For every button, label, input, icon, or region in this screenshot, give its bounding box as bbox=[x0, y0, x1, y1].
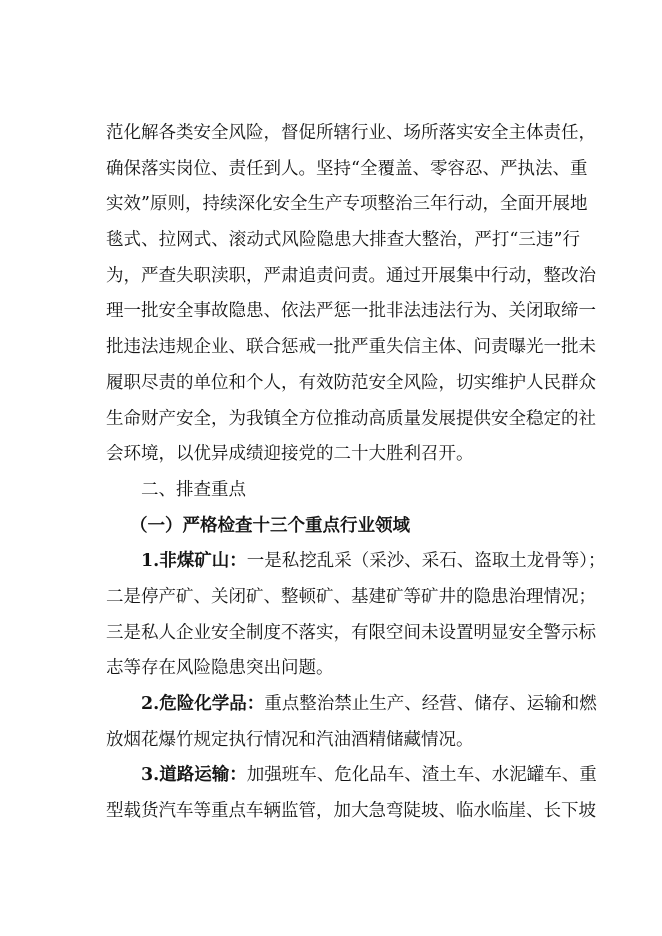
section-heading: 二、排查重点 bbox=[141, 479, 246, 500]
paragraph-line: 会环境，以优异成绩迎接党的二十大胜利召开。 bbox=[106, 444, 474, 465]
item-text: 一是私挖乱采（采沙、采石、盗取土龙骨等）； bbox=[246, 551, 606, 572]
item-term: 1.非煤矿山： bbox=[141, 551, 247, 572]
paragraph-line: 为，严查失职渎职，严肃追责问责。通过开展集中行动，整改治 bbox=[106, 265, 596, 286]
paragraph-line: 二是停产矿、关闭矿、整顿矿、基建矿等矿井的隐患治理情况； bbox=[106, 586, 596, 607]
paragraph-line: 毯式、拉网式、滚动式风险隐患大排查大整治，严打“三违”行 bbox=[106, 230, 580, 251]
paragraph-line: 批违法违规企业、联合惩戒一批严重失信主体、问责曝光一批未 bbox=[106, 337, 596, 358]
item-first-line bbox=[106, 758, 597, 794]
paragraph-line: 范化解各类安全风险，督促所辖行业、场所落实安全主体责任， bbox=[106, 123, 596, 143]
item-text: 重点整治禁止生产、经营、储存、运输和燃 bbox=[264, 694, 597, 714]
item-first-line bbox=[106, 544, 606, 580]
item-term: 2.危险化学品： bbox=[141, 694, 265, 714]
item-road-transport bbox=[106, 758, 597, 829]
paragraph-line: 确保落实岗位、责任到人。坚持“全覆盖、零容忍、严执法、重 bbox=[106, 158, 588, 179]
paragraph-line: 志等存在风险隐患突出问题。 bbox=[106, 658, 334, 679]
intro-paragraph bbox=[106, 116, 596, 473]
item-non-coal-mines bbox=[106, 544, 606, 687]
item-hazardous-chemicals bbox=[106, 687, 597, 758]
paragraph-line: 理一批安全事故隐患、依法严惩一批非法违法行为、关闭取缔一 bbox=[106, 301, 596, 322]
paragraph-line: 型载货汽车等重点车辆监管，加大急弯陡坡、临水临崖、长下坡 bbox=[106, 801, 596, 822]
subsection-heading: （一）严格检查十三个重点行业领域 bbox=[130, 515, 410, 536]
paragraph-line: 实效”原则，持续深化安全生产专项整治三年行动，全面开展地 bbox=[106, 194, 588, 215]
item-term: 3.道路运输： bbox=[141, 765, 247, 786]
paragraph-line: 履职尽责的单位和个人，有效防范安全风险，切实维护人民群众 bbox=[106, 372, 596, 393]
paragraph-line: 生命财产安全，为我镇全方位推动高质量发展提供安全稳定的社 bbox=[106, 408, 596, 429]
document-body bbox=[106, 116, 606, 830]
paragraph-line: 三是私人企业安全制度不落实，有限空间未设置明显安全警示标 bbox=[106, 622, 596, 643]
paragraph-line: 放烟花爆竹规定执行情况和汽油酒精储藏情况。 bbox=[106, 729, 474, 750]
item-first-line bbox=[106, 687, 597, 723]
item-text: 加强班车、危化品车、渣土车、水泥罐车、重 bbox=[246, 765, 597, 786]
